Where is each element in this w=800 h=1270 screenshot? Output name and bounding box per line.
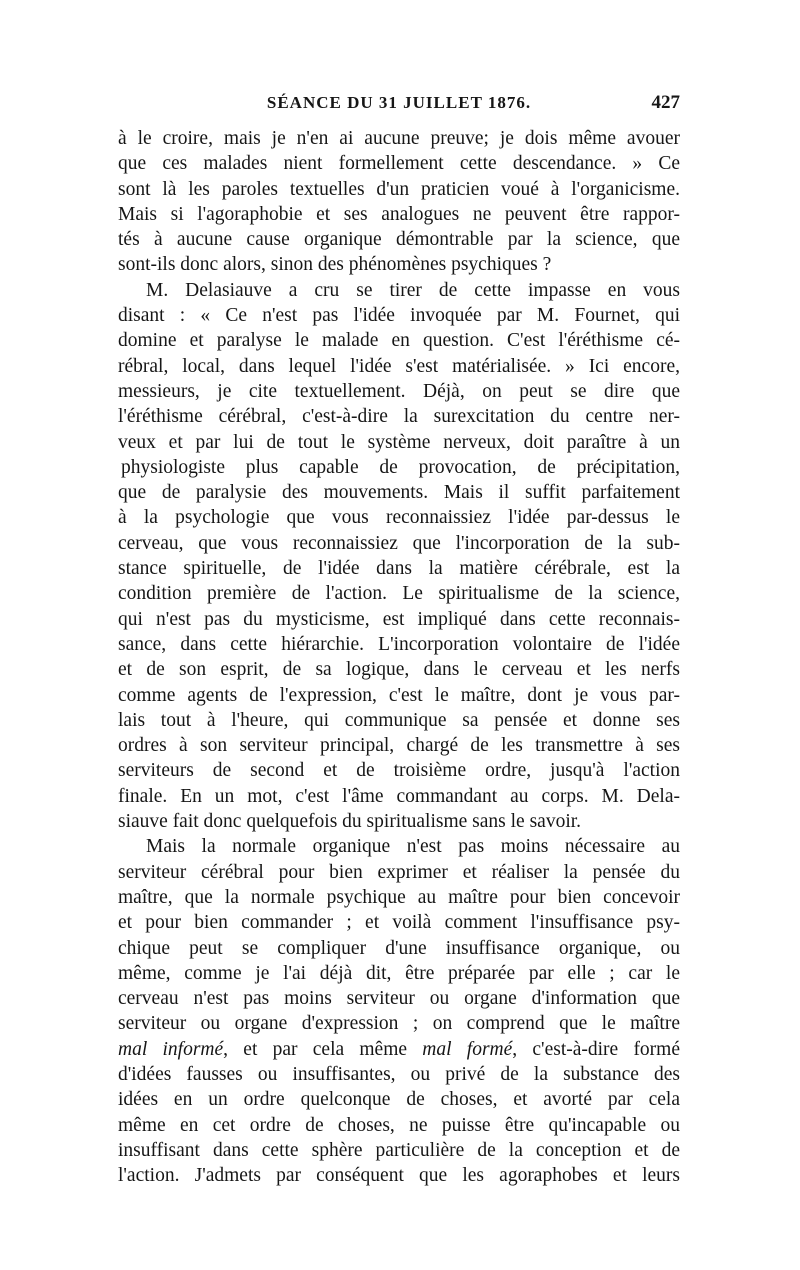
text-line: Mais si l'agoraphobie et ses analogues ne peuvent être rappor- bbox=[118, 203, 680, 225]
text-line: sont là les paroles textuelles d'un praticien voué à l'organicisme. bbox=[118, 178, 680, 200]
text-line: condition première de l'action. Le spiritualisme de la science, bbox=[118, 583, 680, 605]
text-line: sont-ils donc alors, sinon des phénomènes psychiques ? bbox=[118, 254, 552, 276]
text-line: serviteur ou organe d'expression ; on comprend que le maître bbox=[118, 1013, 680, 1035]
text-line: serviteurs de second et de troisième ordre, jusqu'à l'action bbox=[118, 760, 680, 782]
text-line: idées en un ordre quelconque de choses, et avorté par cela bbox=[118, 1089, 680, 1111]
text-line: physiologiste plus capable de provocation, de précipitation, bbox=[121, 456, 680, 478]
text-line: l'action. J'admets par conséquent que les agoraphobes et leurs bbox=[118, 1165, 680, 1187]
text-line: comme agents de l'expression, c'est le maître, dont je vous par- bbox=[118, 684, 680, 706]
running-title: SÉANCE DU 31 JUILLET 1876. bbox=[266, 93, 532, 112]
text-line: maître, que la normale psychique au maître pour bien concevoir bbox=[118, 886, 680, 908]
text-line: mal informé, et par cela même mal formé, c'est-à-dire formé bbox=[118, 1038, 680, 1060]
text-line: lais tout à l'heure, qui communique sa pensée et donne ses bbox=[118, 709, 680, 731]
text-line: d'idées fausses ou insuffisantes, ou privé de la substance des bbox=[118, 1063, 680, 1085]
text-line: l'éréthisme cérébral, c'est-à-dire la surexcitation du centre ner- bbox=[118, 406, 680, 428]
text-line: qui n'est pas du mysticisme, est impliqué dans cette reconnais- bbox=[118, 608, 680, 630]
text-line: que ces malades nient formellement cette descendance. » Ce bbox=[118, 153, 680, 175]
text-line: cerveau, que vous reconnaissiez que l'incorporation de la sub- bbox=[118, 532, 680, 554]
text-line: stance spirituelle, de l'idée dans la matière cérébrale, est la bbox=[118, 558, 680, 580]
text-line: finale. En un mot, c'est l'âme commandant au corps. M. Dela- bbox=[118, 785, 680, 807]
page-number: 427 bbox=[651, 92, 680, 113]
text-line: rébral, local, dans lequel l'idée s'est matérialisée. » Ici encore, bbox=[118, 355, 680, 377]
text-line: siauve fait donc quelquefois du spiritualisme sans le savoir. bbox=[118, 811, 582, 833]
text-line: disant : « Ce n'est pas l'idée invoquée par M. Fournet, qui bbox=[118, 305, 680, 327]
text-line: à la psychologie que vous reconnaissiez l'idée par-dessus le bbox=[118, 507, 680, 529]
text-line: domine et paralyse le malade en question. C'est l'éréthisme cé- bbox=[118, 330, 680, 352]
text-line: que de paralysie des mouvements. Mais il suffit parfaitement bbox=[118, 482, 680, 504]
text-line: même, comme je l'ai déjà dit, être préparée par elle ; car le bbox=[118, 962, 680, 984]
text-line: insuffisant dans cette sphère particulière de la conception et de bbox=[118, 1139, 680, 1161]
text-line: tés à aucune cause organique démontrable par la science, que bbox=[118, 229, 680, 251]
text-line: M. Delasiauve a cru se tirer de cette impasse en vous bbox=[146, 279, 680, 301]
text-line: Mais la normale organique n'est pas moins nécessaire au bbox=[146, 836, 680, 858]
text-line: même en cet ordre de choses, ne puisse être qu'incapable ou bbox=[118, 1114, 680, 1136]
text-line: sance, dans cette hiérarchie. L'incorporation volontaire de l'idée bbox=[118, 633, 680, 655]
text-line: messieurs, je cite textuellement. Déjà, on peut se dire que bbox=[118, 380, 680, 402]
text-line: ordres à son serviteur principal, chargé de les transmettre à ses bbox=[118, 735, 680, 757]
text-line: et pour bien commander ; et voilà comment l'insuffisance psy- bbox=[118, 912, 680, 934]
text-line: cerveau n'est pas moins serviteur ou organe d'information que bbox=[118, 988, 680, 1010]
text-line: et de son esprit, de sa logique, dans le cerveau et les nerfs bbox=[118, 659, 680, 681]
text-line: à le croire, mais je n'en ai aucune preuve; je dois même avouer bbox=[118, 128, 680, 149]
text-line: veux et par lui de tout le système nerveux, doit paraître à un bbox=[118, 431, 680, 453]
text-line: serviteur cérébral pour bien exprimer et réaliser la pensée du bbox=[118, 861, 680, 883]
body-text bbox=[118, 126, 680, 1188]
running-head bbox=[118, 88, 680, 118]
text-line: chique peut se compliquer d'une insuffisance organique, ou bbox=[118, 937, 680, 959]
